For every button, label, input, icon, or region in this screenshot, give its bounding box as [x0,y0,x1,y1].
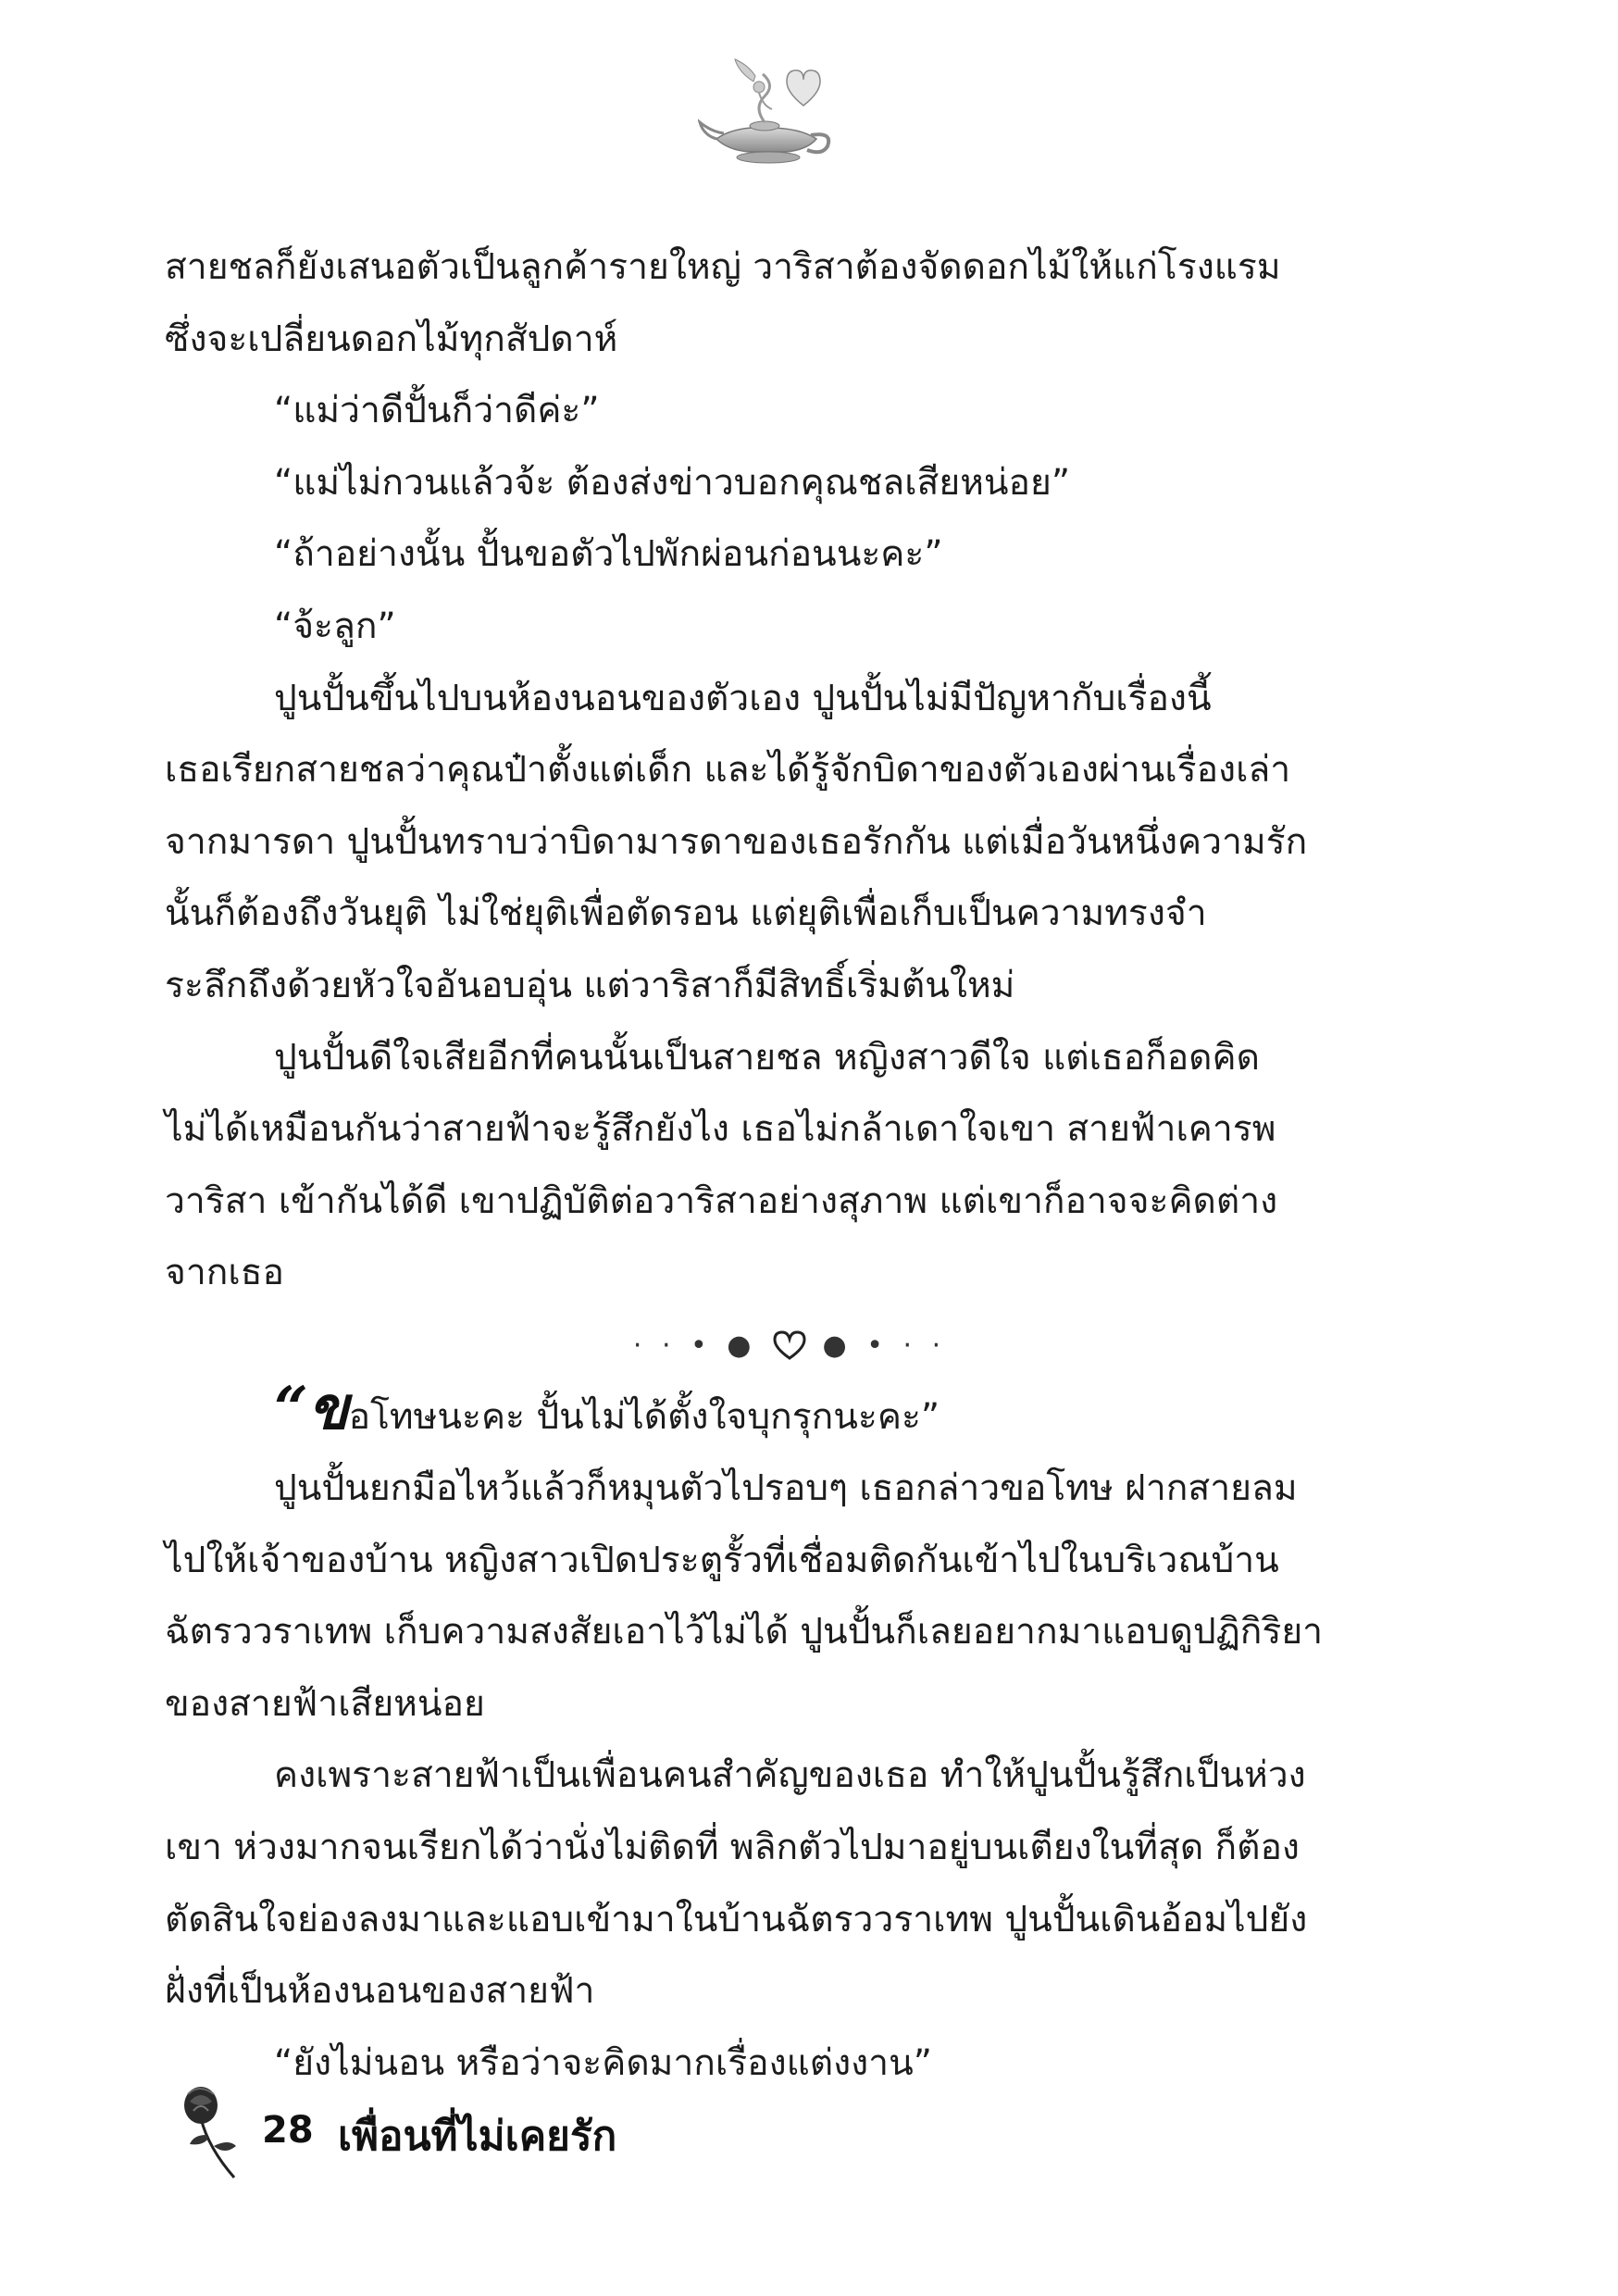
dialogue-line: “ถ้าอย่างนั้น ปั้นขอตัวไปพักผ่อนก่อนนะคะ” [274,533,943,576]
text-line: ฉัตรววราเทพ เก็บความสงสัยเอาไว้ไม่ได้ ปูนปั้นก็เลยอยากมาแอบดูปฏิกิริยา [165,1611,1324,1653]
text-line: ซึ่งจะเปลี่ยนดอกไม้ทุกสัปดาห์ [165,318,618,360]
rose-icon [180,2081,255,2183]
text-line: นั้นก็ต้องถึงวันยุติ ไม่ใช่ยุติเพื่อตัดรอน แต่ยุติเพื่อเก็บเป็นความทรงจำ [165,892,1207,935]
dialogue-line: “จ้ะลูก” [274,605,396,647]
chapter-opening-line [165,1373,1359,1454]
text-line: จากมารดา ปูนปั้นทราบว่าบิดามารดาของเธอรักกัน แต่เมื่อวันหนึ่งความรัก [165,820,1308,863]
drop-cap-quote: “ [274,1373,308,1443]
page-footer [180,2081,921,2183]
text-line: คงเพราะสายฟ้าเป็นเพื่อนคนสำคัญของเธอ ทำให้ปูนปั้นรู้สึกเป็นห่วง [274,1754,1306,1797]
section-separator [165,1309,1359,1381]
text-fragment: อโทษนะคะ ปั้นไม่ได้ตั้งใจบุกรุกนะคะ” [348,1395,940,1438]
heart-outline-icon [771,1329,808,1361]
text-line: ของสายฟ้าเสียหน่อย [165,1682,485,1725]
text-line: ปูนปั้นดีใจเสียอีกที่คนนั้นเป็นสายชล หญิงสาวดีใจ แต่เธอก็อดคิด [274,1036,1260,1079]
page-number: 28 [262,2109,314,2152]
separator-dots-right: ● • · · [822,1329,947,1362]
text-line: เธอเรียกสายชลว่าคุณป๋าตั้งแต่เด็ก และได้รู้จักบิดาของตัวเองผ่านเรื่องเล่า [165,749,1291,792]
text-line: จากเธอ [165,1252,284,1294]
body-text [165,231,1359,2099]
teapot-ornament-icon [698,54,837,174]
text-line: เขา ห่วงมากจนเรียกได้ว่านั่งไม่ติดที่ พลิกตัวไปมาอยู่บนเตียงในที่สุด ก็ต้อง [165,1827,1300,1869]
dialogue-line: “แม่ไม่กวนแล้วจ้ะ ต้องส่งข่าวบอกคุณชลเสียหน่อย” [274,461,1071,504]
book-title: เพื่อนที่ไม่เคยรัก [338,2113,617,2160]
dialogue-line: “แม่ว่าดีปั้นก็ว่าดีค่ะ” [274,390,600,432]
text-line: ระลึกถึงด้วยหัวใจอันอบอุ่น แต่วาริสาก็มีสิทธิ์เริ่มต้นใหม่ [165,964,1015,1006]
text-line: ปูนปั้นยกมือไหว้แล้วก็หมุนตัวไปรอบๆ เธอกล่าวขอโทษ ฝากสายลม [274,1467,1298,1510]
text-line: ตัดสินใจย่องลงมาและแอบเข้ามาในบ้านฉัตรววราเทพ ปูนปั้นเดินอ้อมไปยัง [165,1898,1308,1940]
drop-cap-letter: ข [307,1373,349,1443]
separator-dots-left: · · • ● [632,1329,757,1362]
text-line: วาริสา เข้ากันได้ดี เขาปฏิบัติต่อวาริสาอย่างสุภาพ แต่เขาก็อาจจะคิดต่าง [165,1179,1278,1222]
text-line: ฝั่งที่เป็นห้องนอนของสายฟ้า [165,1970,595,2013]
text-line: ปูนปั้นขึ้นไปบนห้องนอนของตัวเอง ปูนปั้นไม่มีปัญหากับเรื่องนี้ [274,677,1212,719]
text-line: ไม่ได้เหมือนกันว่าสายฟ้าจะรู้สึกยังไง เธอไม่กล้าเดาใจเขา สายฟ้าเคารพ [165,1108,1276,1151]
text-line: ไปให้เจ้าของบ้าน หญิงสาวเปิดประตูรั้วที่เชื่อมติดกันเข้าไปในบริเวณบ้าน [165,1539,1279,1581]
text-line: สายชลก็ยังเสนอตัวเป็นลูกค้ารายใหญ่ วาริสาต้องจัดดอกไม้ให้แก่โรงแรม [165,246,1281,288]
dialogue-line: “ยังไม่นอน หรือว่าจะคิดมากเรื่องแต่งงาน” [274,2041,932,2084]
